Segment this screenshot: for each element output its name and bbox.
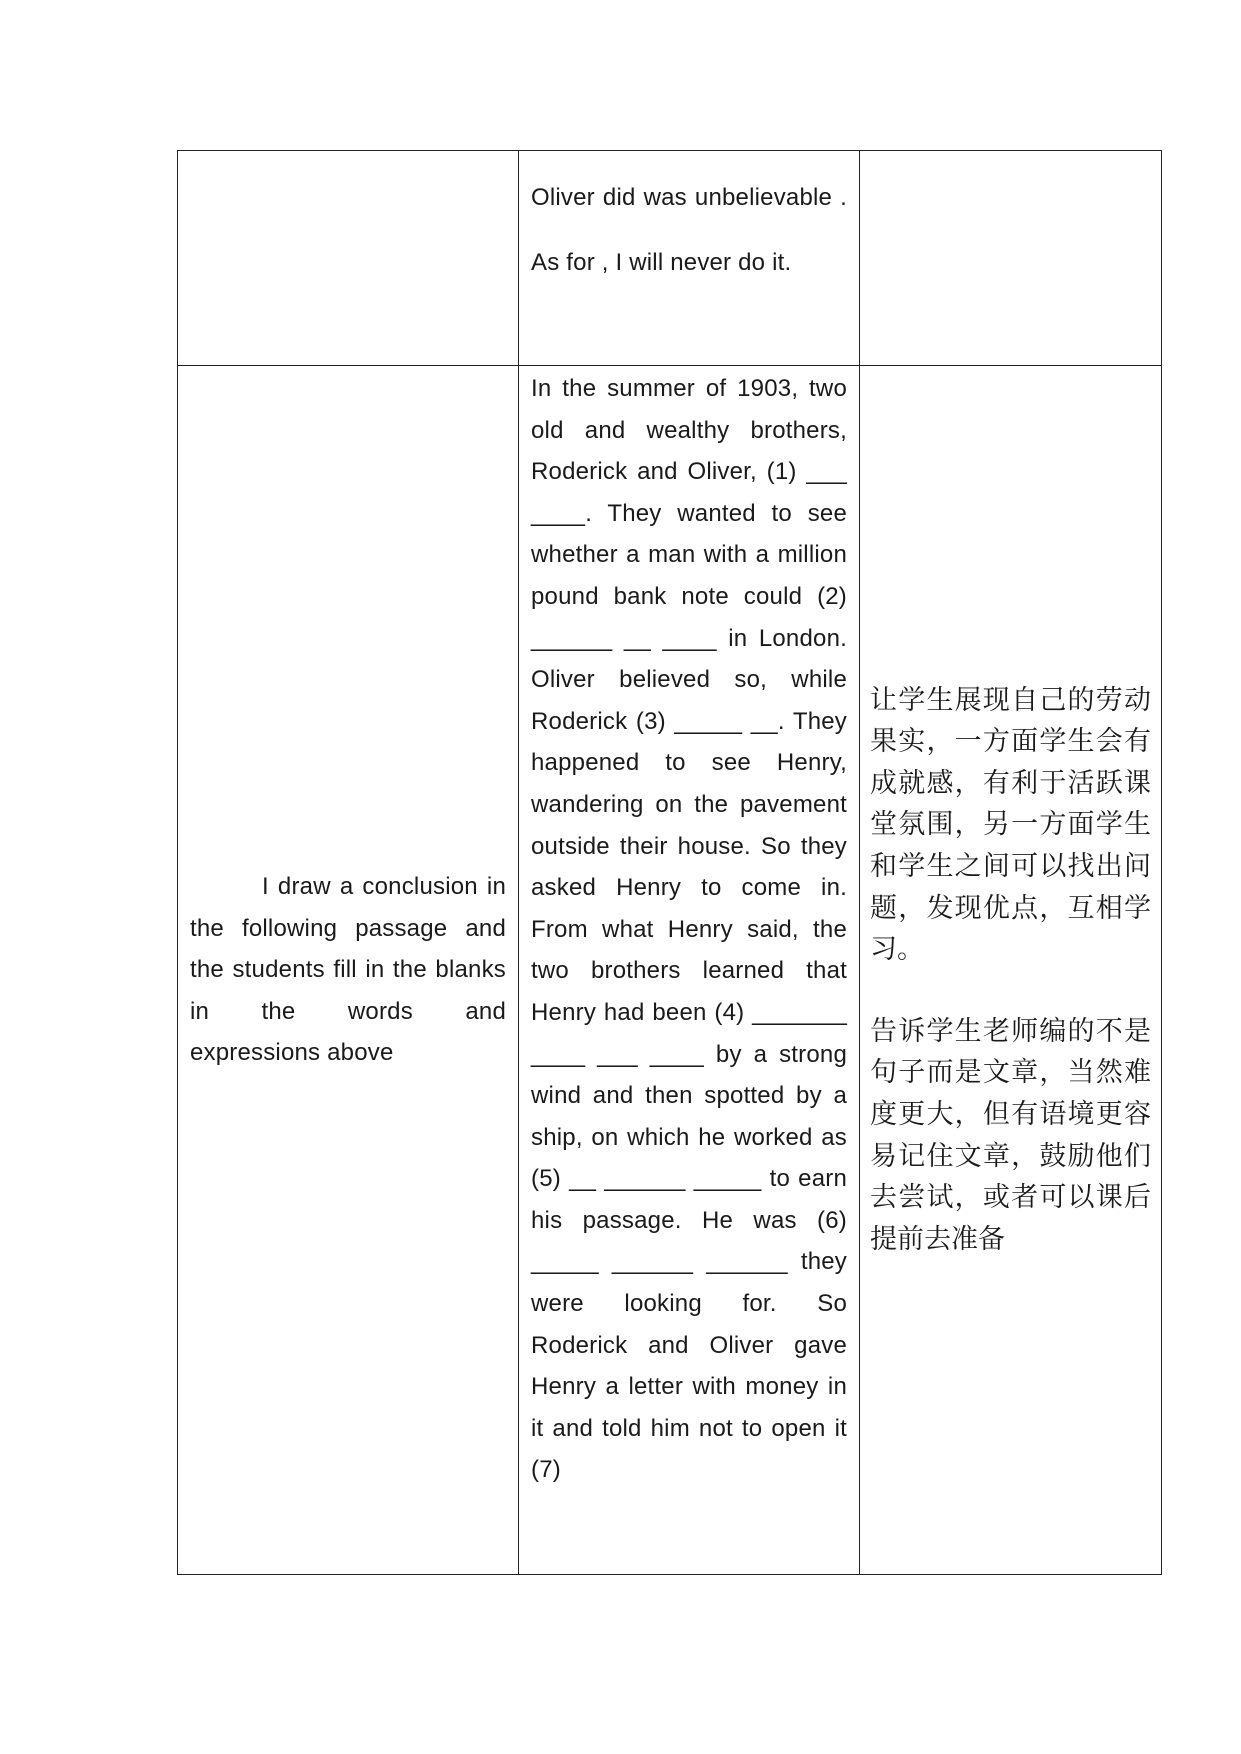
table-row bbox=[178, 151, 1162, 366]
table-row bbox=[178, 366, 1162, 1575]
content-cell bbox=[519, 151, 860, 366]
passage-text: In the summer of 1903, two old and wealthy brothers, Roderick and Oliver, (1) ___ ____. They wanted to see whether a man with a million pound bank note could (2) ______ __ ____ in London. Oliver believed so, while Roderick (3) _____ __. They happened to see Henry, wandering on the pavement outside their house. So they asked Henry to come in. From what Henry said, the two brothers learned that Henry had been (4) _______ ____ ___ ____ by a strong wind and then spotted by a ship, on which he worked as (5) __ ______ _____ to earn his passage. He was (6) _____ ______ ______ they were looking for. So Roderick and Oliver gave Henry a letter with money in it and told him not to open it (7) bbox=[531, 375, 847, 1484]
step-text: I draw a conclusion in the following passage and the students fill in the blanks in the words and expressions above bbox=[190, 873, 506, 1067]
step-cell bbox=[178, 151, 519, 366]
intent-paragraph: 让学生展现自己的劳动果实，一方面学生会有成就感，有利于活跃课堂氛围，另一方面学生和学生之间可以找出问题，发现优点，互相学习。 bbox=[870, 684, 1151, 966]
content-cell bbox=[519, 366, 860, 1575]
step-cell bbox=[178, 366, 519, 1575]
intent-cell bbox=[860, 151, 1162, 366]
content-text: Oliver did was unbelievable . As for , I will never do it. bbox=[531, 184, 847, 276]
lesson-plan-table bbox=[177, 150, 1162, 1575]
intent-paragraph: 告诉学生老师编的不是句子而是文章，当然难度更大，但有语境更容易记住文章，鼓励他们去尝试，或者可以课后提前去准备 bbox=[870, 1015, 1151, 1255]
intent-cell bbox=[860, 366, 1162, 1575]
